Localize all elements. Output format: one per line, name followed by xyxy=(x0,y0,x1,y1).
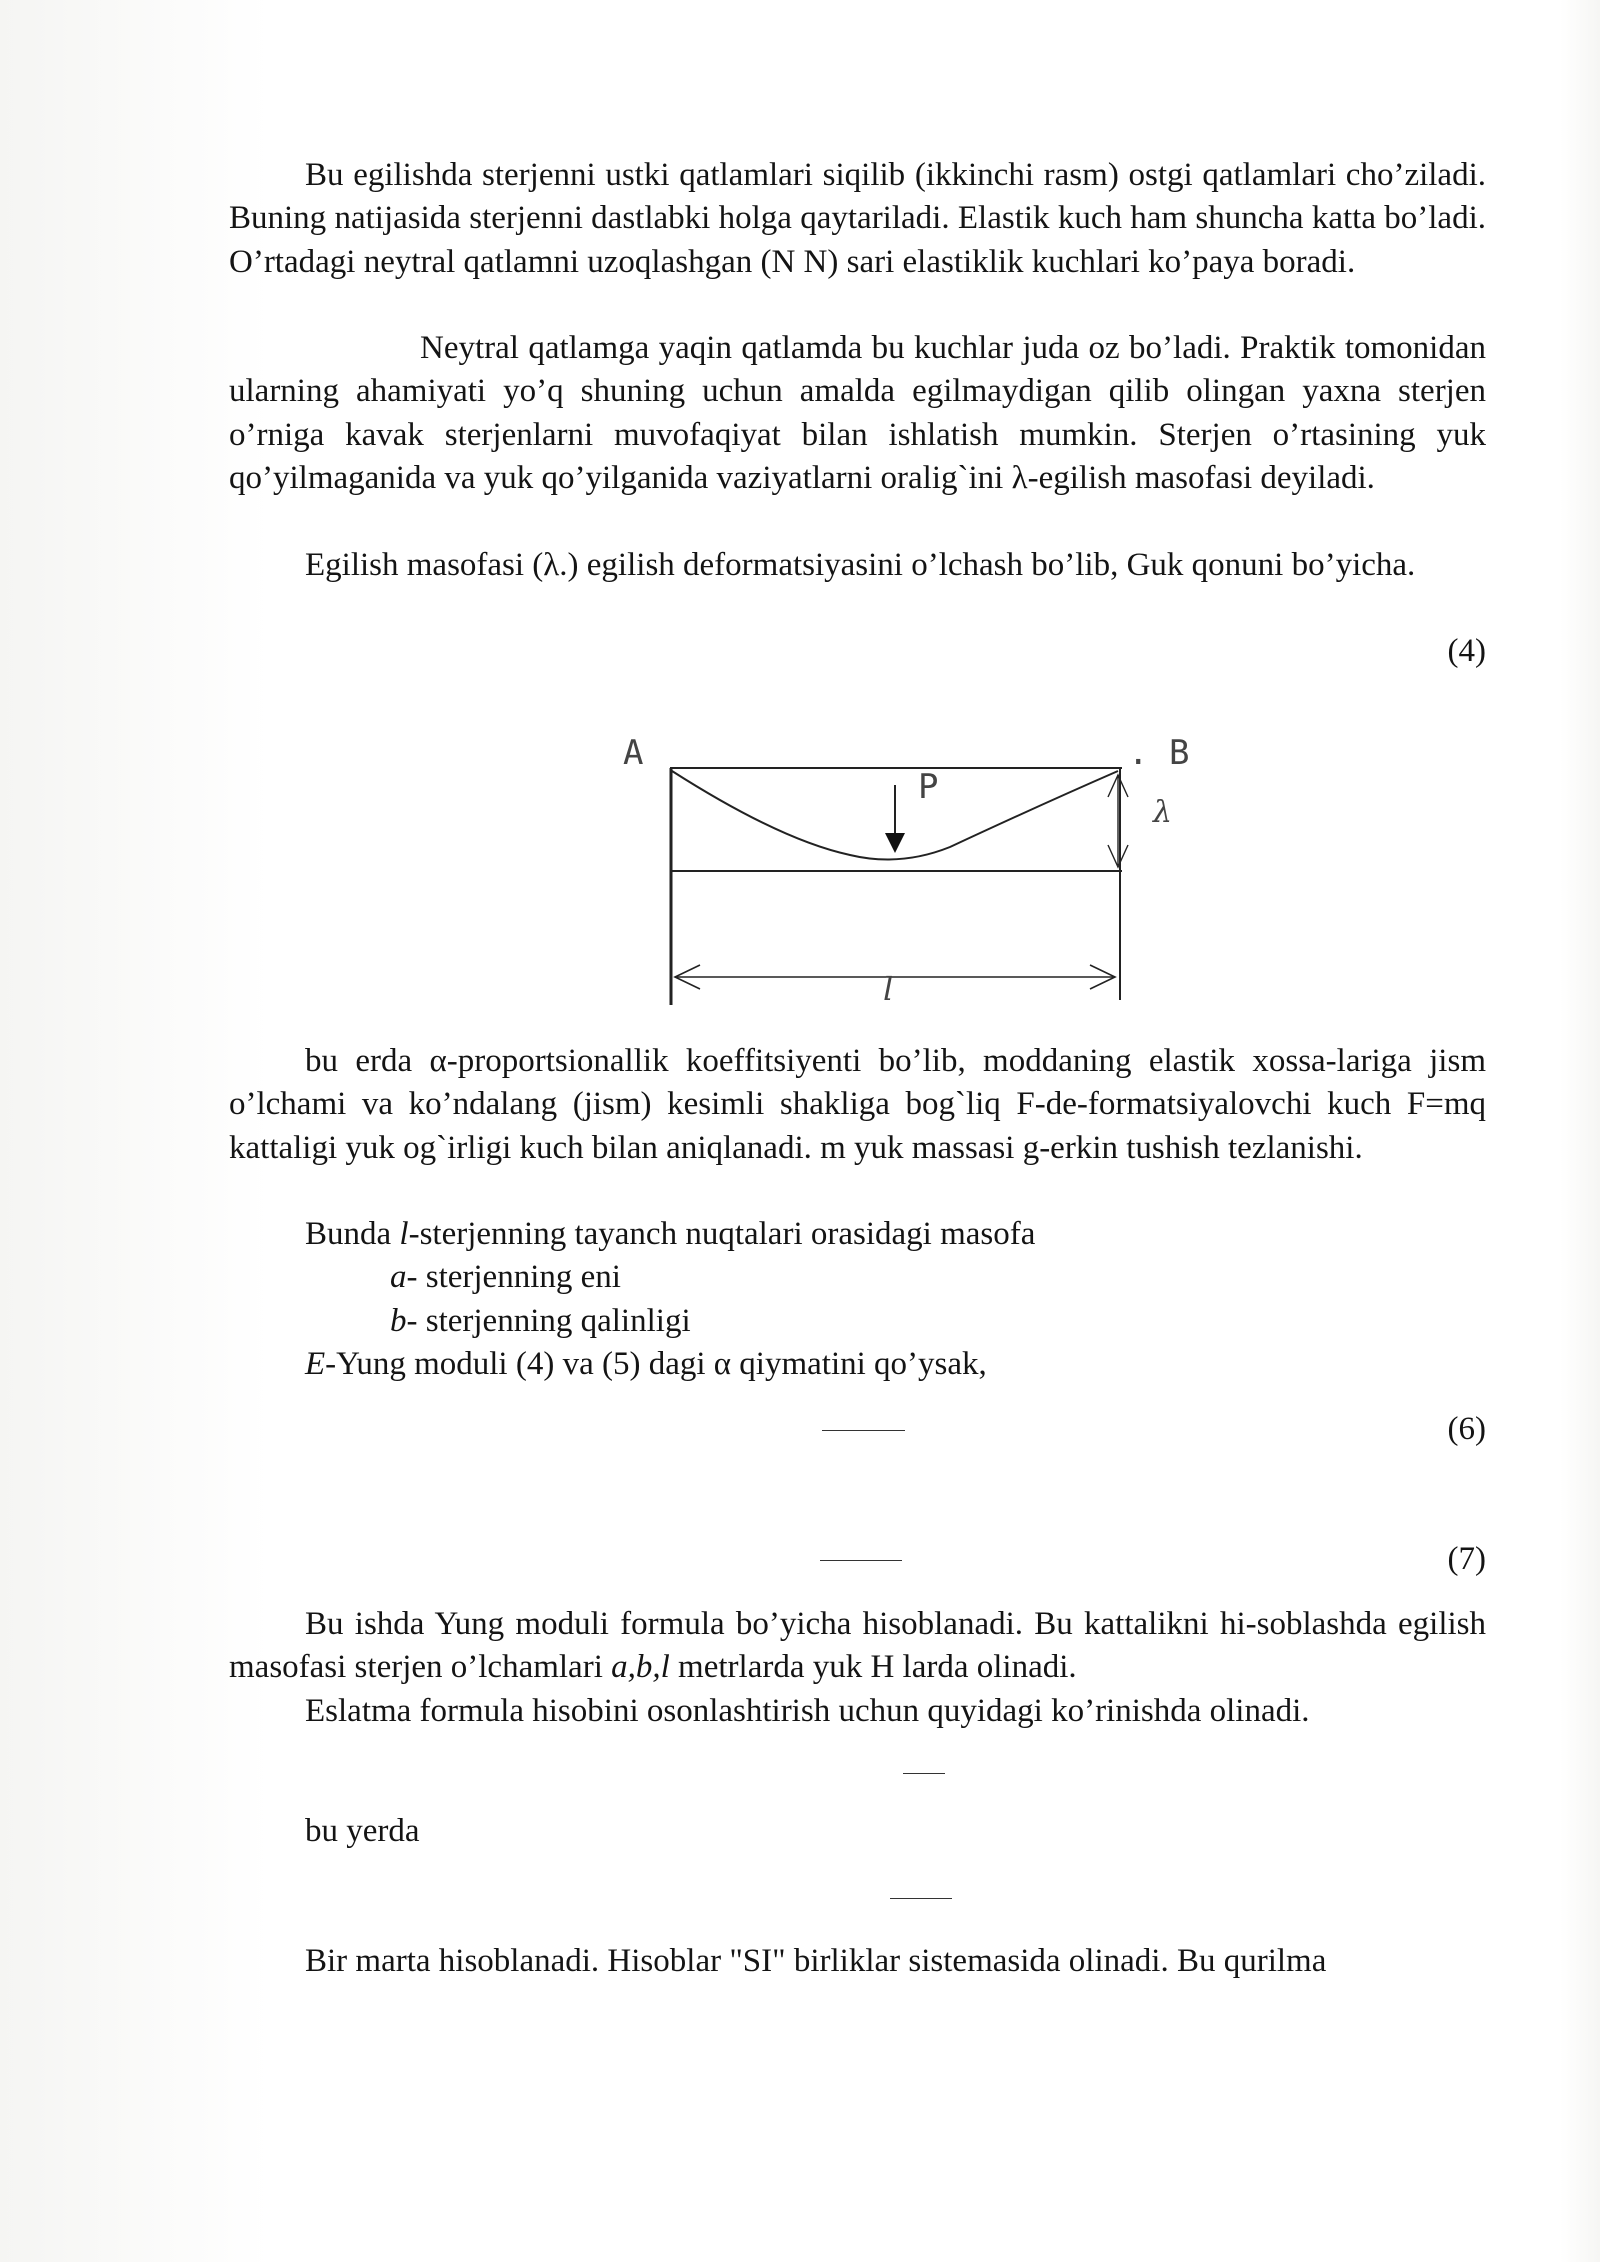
beam-diagram xyxy=(600,735,1200,1020)
fraction-bar-7 xyxy=(820,1560,902,1561)
paragraph-3: Egilish masofasi (λ.) egilish deformatsiyasini o’lchash bo’lib, Guk qonuni bo’yicha. xyxy=(305,547,1416,583)
definition-e-text: -Yung moduli (4) va (5) dagi α qiymatini qo’ysak, xyxy=(325,1346,987,1382)
paragraph-5 xyxy=(305,1213,1035,1256)
equation-number-4: (4) xyxy=(1447,633,1486,669)
symbol-e: E xyxy=(305,1346,326,1382)
definition-e xyxy=(305,1343,987,1386)
paragraph-6-symbols: a,b,l xyxy=(611,1649,670,1686)
definition-b xyxy=(390,1300,691,1343)
definition-a xyxy=(390,1256,621,1299)
equation-number-7: (7) xyxy=(1447,1541,1486,1577)
fraction-bar-8 xyxy=(903,1773,945,1774)
label-p: P xyxy=(918,767,939,807)
paragraph-5-text: -sterjenning tayanch nuqtalari orasidagi masofa xyxy=(408,1216,1036,1252)
symbol-b: b xyxy=(390,1303,407,1339)
label-lambda: λ xyxy=(1153,795,1173,830)
symbol-a: a xyxy=(390,1259,407,1295)
paragraph-6 xyxy=(229,1603,1486,1690)
paragraph-1: Bu egilishda sterjenni ustki qatlamlari siqilib (ikkinchi rasm) ostgi qatlamlari cho’ziladi. Buning natijasida sterjenni dastlabki holga qaytariladi. Elastik kuch ham shuncha katta bo’ladi. O’rtadagi neytral qatlamni uzoqlashgan (N N) sari elastiklik kuchlari ko’paya boradi. xyxy=(229,157,1486,280)
symbol-l: l xyxy=(399,1216,409,1252)
fraction-bar-6 xyxy=(822,1430,905,1431)
paragraph-9: Bir marta hisoblanadi. Hisoblar "SI" birliklar sistemasida olinadi. Bu qurilma xyxy=(305,1943,1327,1979)
label-b: . B xyxy=(1128,733,1190,773)
label-l: l xyxy=(883,970,894,1008)
force-arrowhead xyxy=(885,833,905,853)
beam-deflection-figure xyxy=(600,735,1200,1020)
paragraph-5-prefix: Bunda xyxy=(305,1216,400,1252)
paragraph-6-text-b: metrlarda yuk H larda olinadi. xyxy=(669,1649,1077,1686)
paragraph-7: Eslatma formula hisobini osonlashtirish uchun quyidagi ko’rinishda olinadi. xyxy=(305,1693,1310,1729)
definition-b-text: - sterjenning qalinligi xyxy=(406,1303,691,1339)
definition-a-text: - sterjenning eni xyxy=(406,1259,621,1295)
label-a: A xyxy=(623,733,644,773)
paragraph-6-text-a: Bu ishda Yung moduli formula bo’yicha hisoblanadi. Bu kattalikni hi-soblashda egilish masofasi sterjen o’lchamlari xyxy=(229,1606,1486,1686)
fraction-bar-9 xyxy=(890,1898,952,1899)
paragraph-4: bu erda α-proportsionallik koeffitsiyenti bo’lib, moddaning elastik xossa-lariga jism o’lchami va ko’ndalang (jism) kesimli shakliga bog`liq F-de-formatsiyalovchi kuch F=mq kattaligi yuk og`irligi kuch bilan aniqlanadi. m yuk massasi g-erkin tushish tezlanishi. xyxy=(229,1043,1486,1166)
paragraph-8: bu yerda xyxy=(305,1813,420,1849)
equation-number-6: (6) xyxy=(1447,1411,1486,1447)
paragraph-2: Neytral qatlamga yaqin qatlamda bu kuchlar juda oz bo’ladi. Praktik tomonidan ularning ahamiyati yo’q shuning uchun amalda egilmaydigan qilib olingan yaxna sterjen o’rniga kavak sterjenlarni muvofaqiyat bilan ishlatish mumkin. Sterjen o’rtasining yuk qo’yilmaganida va yuk qo’yilganida vaziyatlarni oralig`ini λ-egilish masofasi deyiladi. xyxy=(229,330,1486,496)
